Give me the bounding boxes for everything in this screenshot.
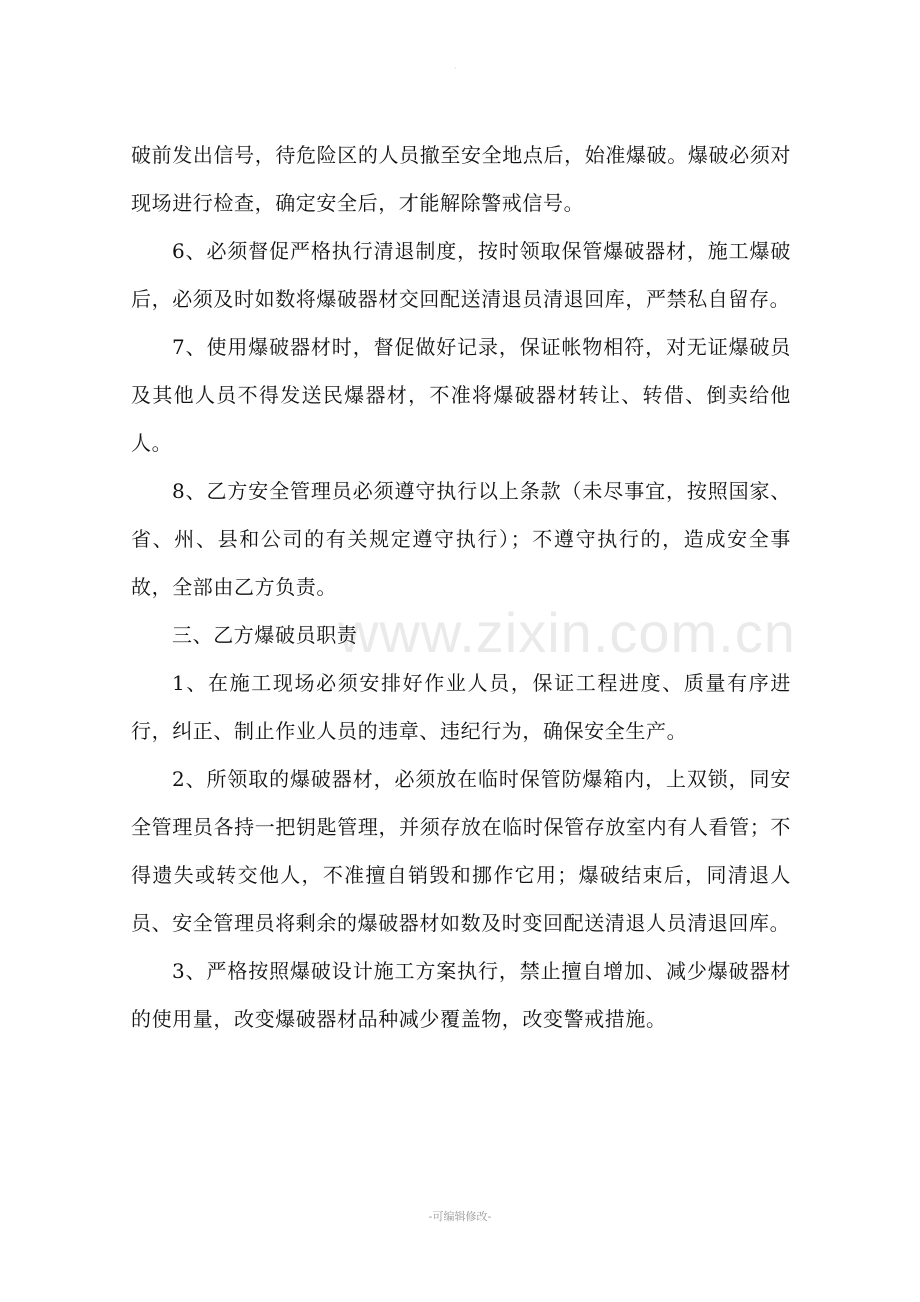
watermark: www.zixin.com.cn <box>338 601 796 664</box>
paragraph-item-6: 6、必须督促严格执行清退制度，按时领取保管爆破器材，施工爆破后，必须及时如数将爆破器材交回配送清退员清退回库，严禁私自留存。 <box>131 239 791 311</box>
section-heading: 三、乙方爆破员职责 <box>172 623 358 647</box>
page-footer: -可编辑修改- <box>428 1210 492 1223</box>
paragraph-item-8: 8、乙方安全管理员必须遵守执行以上条款（未尽事宜，按照国家、省、州、县和公司的有关规定遵守执行）；不遵守执行的，造成安全事故，全部由乙方负责。 <box>131 479 791 599</box>
page-top-mark: · <box>454 64 457 73</box>
paragraph-item-1: 1、在施工现场必须安排好作业人员，保证工程进度、质量有序进行，纠正、制止作业人员的违章、违纪行为，确保安全生产。 <box>131 671 791 743</box>
paragraph-continuation: 破前发出信号，待危险区的人员撤至安全地点后，始准爆破。爆破必须对现场进行检查，确定安全后，才能解除警戒信号。 <box>131 143 791 215</box>
paragraph-item-2: 2、所领取的爆破器材，必须放在临时保管防爆箱内，上双锁，同安全管理员各持一把钥匙管理，并须存放在临时保管存放室内有人看管；不得遗失或转交他人，不准擅自销毁和挪作它用；爆破结束后，同清退人员、安全管理员将剩余的爆破器材如数及时变回配送清退人员清退回库。 <box>131 767 791 935</box>
paragraph-item-7: 7、使用爆破器材时，督促做好记录，保证帐物相符，对无证爆破员及其他人员不得发送民爆器材，不准将爆破器材转让、转借、倒卖给他人。 <box>131 335 791 455</box>
paragraph-item-3: 3、严格按照爆破设计施工方案执行，禁止擅自增加、减少爆破器材的使用量，改变爆破器材品种减少覆盖物，改变警戒措施。 <box>131 959 791 1031</box>
document-body <box>131 131 791 1043</box>
